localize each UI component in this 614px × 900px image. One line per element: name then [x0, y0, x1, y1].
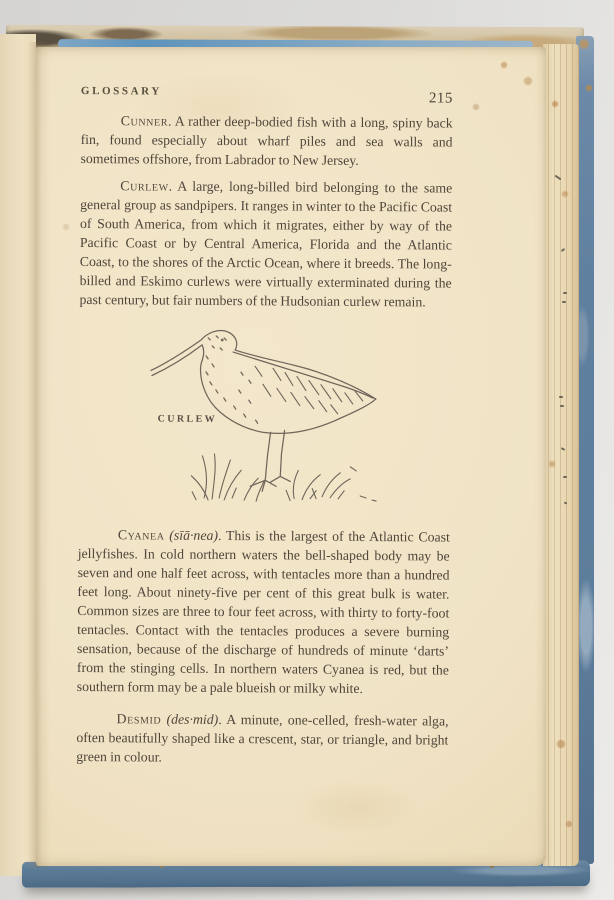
- bleed-mark: [562, 301, 566, 303]
- bleed-mark: [559, 396, 563, 398]
- bleed-mark: [563, 292, 567, 294]
- entry-body: A minute, one-celled, fresh-water alga, often beautifully shaped like a crescent, star, or triangle, and bright green in colour.: [76, 712, 449, 765]
- page-number: 215: [428, 90, 453, 107]
- fore-edge-page-stack: [543, 44, 579, 866]
- entry-body: A rather deep-bodied fish with a long, spiny back fin, found especially about wharf piles and sea walls and sometimes offshore, from Labrador to New Jersey.: [80, 113, 453, 168]
- book-page: [36, 47, 546, 866]
- bleed-mark: [555, 175, 562, 181]
- entry-separator: .: [168, 178, 178, 194]
- glossary-entry-desmid: [76, 709, 448, 769]
- bleed-mark: [560, 405, 564, 407]
- grass-tuft-left: [191, 454, 241, 500]
- entry-term: Curlew: [120, 178, 169, 194]
- glossary-entry-curlew: [79, 176, 452, 312]
- entry-separator: .: [217, 527, 227, 544]
- bleed-mark: [563, 476, 567, 478]
- bleed-mark: [564, 502, 568, 505]
- glossary-entry-cyanea: [77, 525, 450, 699]
- page-content: [76, 85, 453, 869]
- curlew-upper-outline: [151, 330, 376, 399]
- curlew-back-leg: [270, 430, 290, 482]
- glossary-entry-cunner: [80, 111, 452, 171]
- entry-pronunciation: (des·mid): [161, 711, 219, 727]
- curlew-speckles: [206, 336, 259, 423]
- curlew-wing-hatching: [255, 366, 363, 414]
- verso-page-sliver: [0, 34, 36, 876]
- entry-pronunciation: (sīā·nea): [164, 527, 219, 543]
- entry-term: Desmid: [116, 711, 162, 727]
- curlew-eye: [221, 339, 224, 342]
- entry-term: Cyanea: [117, 527, 165, 543]
- entry-body: This is the largest of the Atlantic Coast jellyfishes. In cold northern waters the bell-shaped body may be seven and one half feet across, with tentacles more than a hundred feet long. About ninety-five per cent of this great bulk is water. Common sizes are three to four feet across, with thirty to forty-foot tentacles. Contact with the tentacles produces a severe burning sensation, because of the discharge of hundreds of minute ‘darts’ from the stinging cells. In northern waters Cyanea is red, but the southern form may be a pale blueish or milky white.: [76, 528, 450, 696]
- entry-term: Cunner: [120, 113, 169, 129]
- entry-separator: .: [167, 113, 175, 129]
- bleed-mark: [561, 447, 565, 451]
- entry-body: A large, long-billed bird belonging to the same general group as sandpipers. It ranges in winter to the Pacific Coast of South America, from which it migrates, either by way of the Pacific Coast or by Central America, Florida and the Atlantic Coast, to the shores of the Arctic Ocean, where it breeds. The long-billed and Eskimo curlews were virtually exterminated during the past century, but fair numbers of the Hudsonian curlew remain.: [79, 178, 453, 310]
- curlew-figure: [78, 317, 451, 516]
- grass-tuft-center: [244, 470, 320, 502]
- page-header: [81, 85, 453, 106]
- entry-separator: .: [218, 711, 227, 728]
- grass-tuft-right: [312, 467, 376, 501]
- curlew-wing-line: [233, 352, 373, 398]
- running-title: GLOSSARY: [80, 85, 162, 98]
- figure-caption: CURLEW: [157, 413, 218, 425]
- bleed-mark: [561, 248, 565, 252]
